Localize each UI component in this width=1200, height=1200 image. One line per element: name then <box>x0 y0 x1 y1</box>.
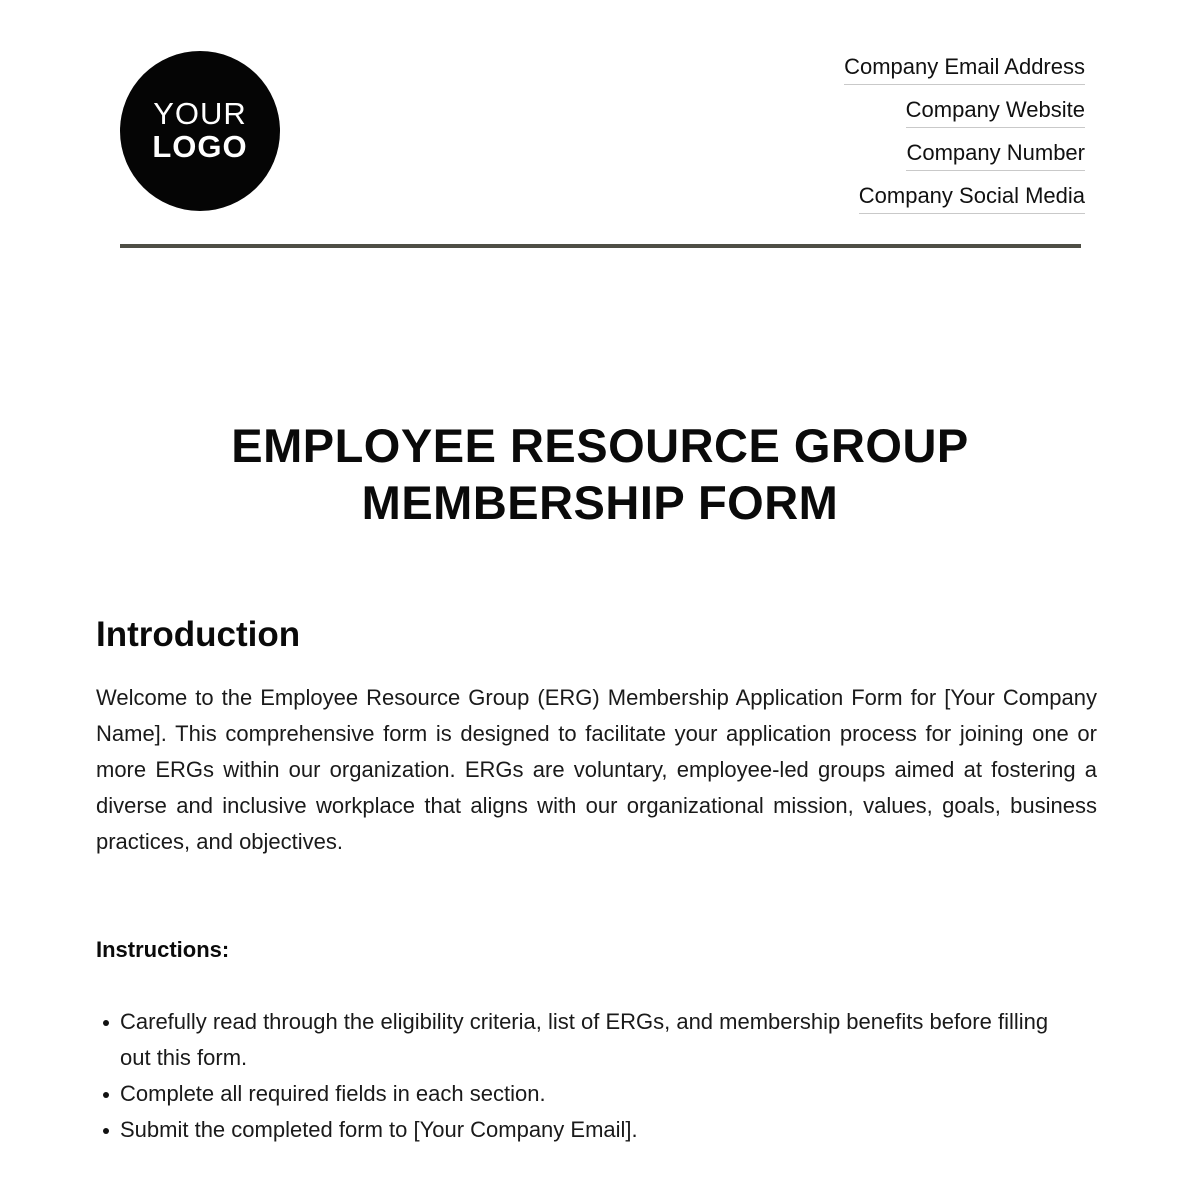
introduction-heading: Introduction <box>96 615 301 654</box>
page-title-line-1: EMPLOYEE RESOURCE GROUP <box>231 419 969 472</box>
page-title-line-2: MEMBERSHIP FORM <box>361 476 839 529</box>
header-divider <box>120 244 1081 248</box>
company-website: Company Website <box>906 97 1085 128</box>
instruction-item: Complete all required fields in each section. <box>120 1076 1080 1112</box>
logo-line-logo: LOGO <box>152 129 248 164</box>
instruction-item: Carefully read through the eligibility criteria, list of ERGs, and membership benefits before filling out this form. <box>120 1004 1080 1076</box>
instruction-item: Submit the completed form to [Your Company Email]. <box>120 1112 1080 1148</box>
company-logo <box>120 51 280 211</box>
company-contact-block <box>844 54 1085 226</box>
instructions-heading: Instructions: <box>96 937 230 962</box>
instructions-list <box>96 1004 1080 1148</box>
logo-line-your: YOUR <box>153 96 247 131</box>
company-social-media: Company Social Media <box>859 183 1085 214</box>
company-email: Company Email Address <box>844 54 1085 85</box>
page-title <box>0 417 1200 531</box>
introduction-text: Welcome to the Employee Resource Group (ERG) Membership Application Form for [Your Company Name]. This comprehensive form is designed to facilitate your application process for joining one or more ERGs within our organization. ERGs are voluntary, employee-led groups aimed at fostering a diverse and inclusive workplace that aligns with our organizational mission, values, goals, business practices, and objectives. <box>96 685 1097 854</box>
company-number: Company Number <box>906 140 1085 171</box>
